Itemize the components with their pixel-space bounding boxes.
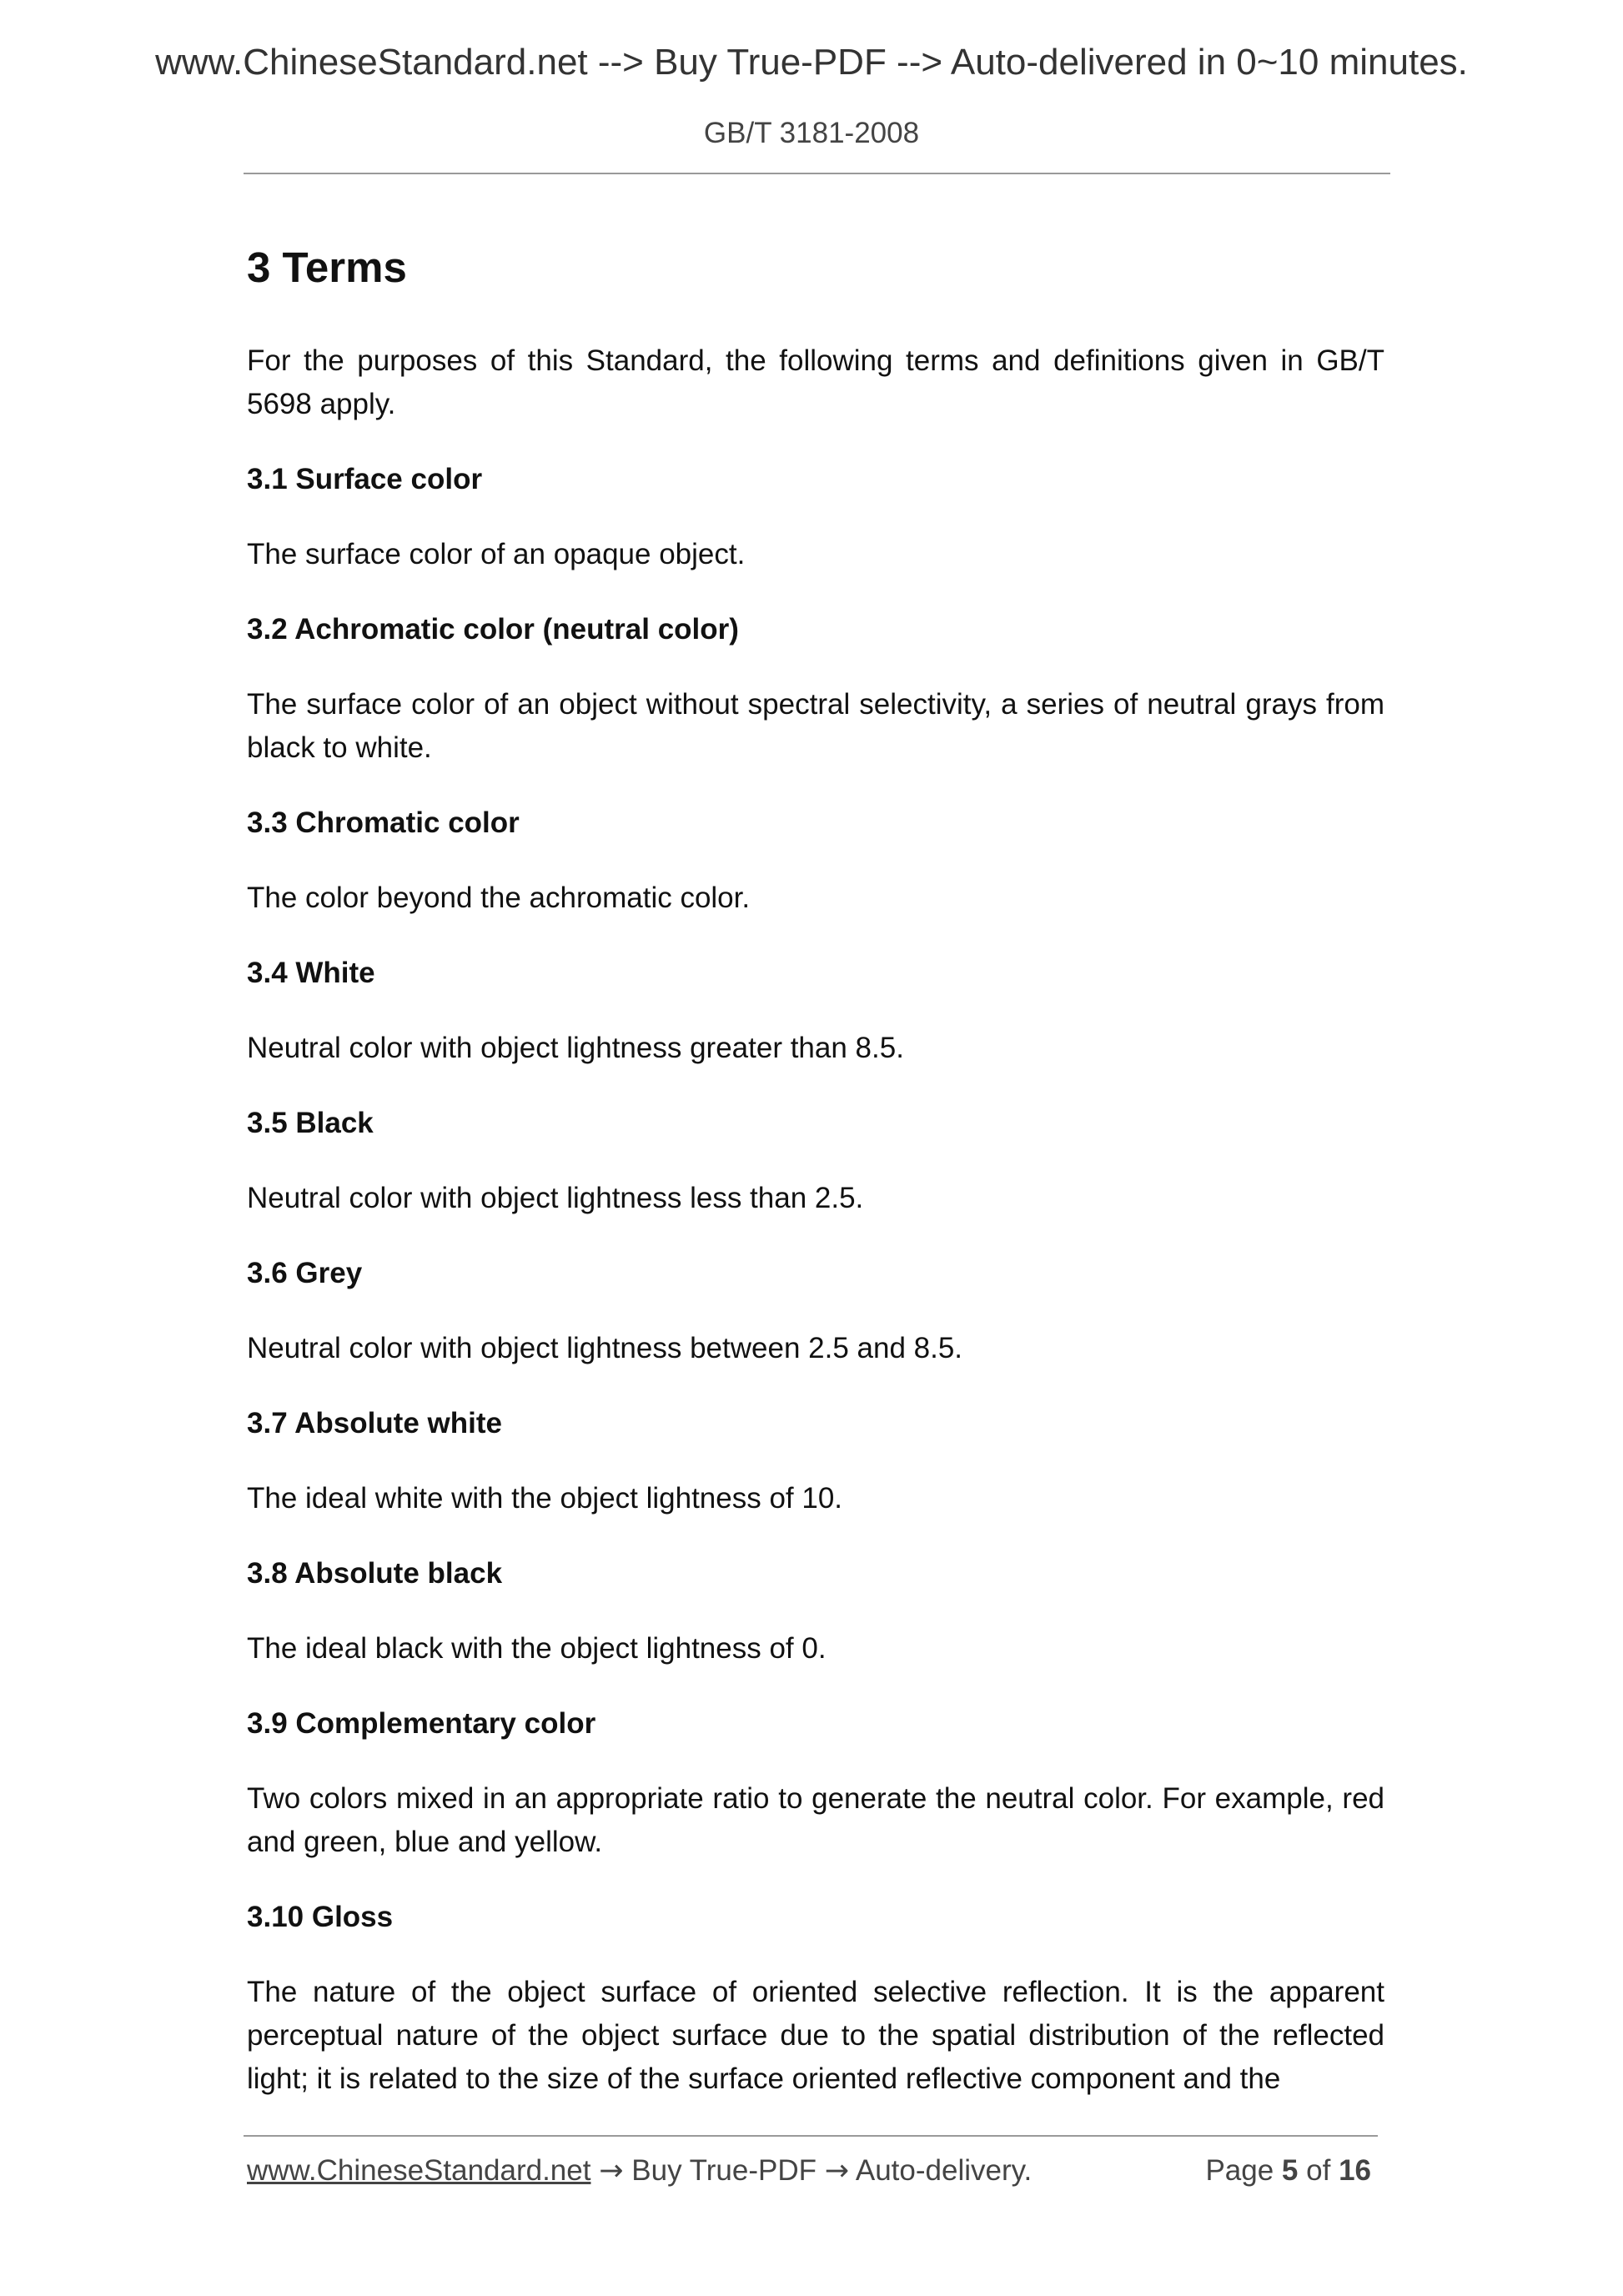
term-heading: 3.2 Achromatic color (neutral color) xyxy=(247,613,739,646)
term-definition: The ideal white with the object lightness of 10. xyxy=(247,1482,843,1515)
term-definition: Neutral color with object lightness greater than 8.5. xyxy=(247,1032,904,1064)
page-number xyxy=(1205,2154,1371,2188)
page-of: of xyxy=(1306,2154,1331,2187)
page-total: 16 xyxy=(1339,2154,1371,2187)
section-title: 3 Terms xyxy=(247,244,407,291)
page-label: Page xyxy=(1205,2154,1274,2187)
arrow-right-icon: → xyxy=(599,2154,624,2188)
document-body xyxy=(247,238,1384,2133)
term-heading: 3.9 Complementary color xyxy=(247,1707,596,1740)
term-heading: 3.7 Absolute white xyxy=(247,1407,502,1439)
term-heading: 3.1 Surface color xyxy=(247,463,483,495)
header-divider xyxy=(244,173,1390,174)
term-definition: Neutral color with object lightness between 2.5 and 8.5. xyxy=(247,1332,963,1364)
term-definition: Two colors mixed in an appropriate ratio to generate the neutral color. For example, red and green, blue and yellow. xyxy=(247,1782,1384,1858)
footer-links xyxy=(247,2154,1032,2188)
arrow-right-icon: → xyxy=(824,2154,850,2188)
section-intro: For the purposes of this Standard, the following terms and definitions given in GB/T 5698 apply. xyxy=(247,344,1384,420)
term-heading: 3.5 Black xyxy=(247,1107,374,1139)
term-definition: The ideal black with the object lightness of 0. xyxy=(247,1632,827,1665)
term-definition: The nature of the object surface of oriented selective reflection. It is the apparent perceptual nature of the object surface due to the spatial distribution of the reflected light; it is related to the size of the surface oriented reflective component and the xyxy=(247,1976,1384,2095)
page-current: 5 xyxy=(1281,2154,1299,2187)
term-definition: The surface color of an object without spectral selectivity, a series of neutral grays from black to white. xyxy=(247,688,1384,764)
term-definition: Neutral color with object lightness less than 2.5. xyxy=(247,1182,864,1214)
term-heading: 3.3 Chromatic color xyxy=(247,806,520,839)
term-definition: The surface color of an opaque object. xyxy=(247,538,746,570)
site-link[interactable]: www.ChineseStandard.net xyxy=(247,2154,591,2187)
buy-text: Buy True-PDF xyxy=(631,2154,817,2187)
top-banner: www.ChineseStandard.net --> Buy True-PDF --> Auto-delivered in 0~10 minutes. xyxy=(155,42,1468,83)
delivery-text: Auto-delivery. xyxy=(855,2154,1033,2187)
term-definition: The color beyond the achromatic color. xyxy=(247,882,751,914)
term-heading: 3.4 White xyxy=(247,957,375,989)
term-heading: 3.8 Absolute black xyxy=(247,1557,503,1590)
standard-code: GB/T 3181-2008 xyxy=(703,117,920,149)
footer-divider xyxy=(244,2135,1378,2137)
term-heading: 3.10 Gloss xyxy=(247,1901,394,1933)
term-heading: 3.6 Grey xyxy=(247,1257,363,1289)
